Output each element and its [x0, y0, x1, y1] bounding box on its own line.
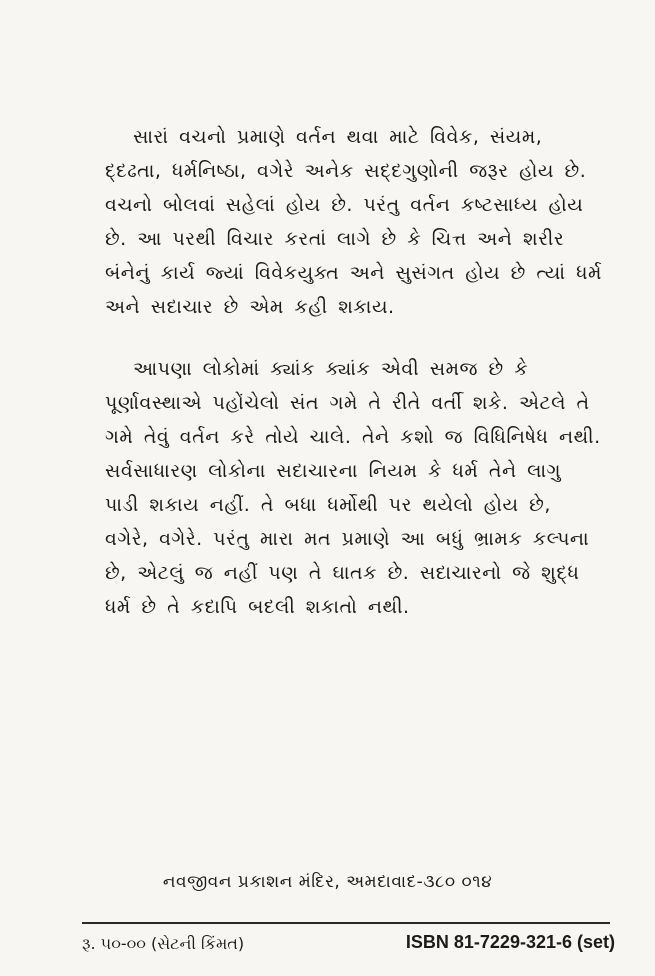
text-line: બંનેનું કાર્ય જ્યાં વિવેકયુક્ત અને સુસંગત હોય છે ત્યાં ધર્મ [105, 262, 602, 284]
isbn-label: ISBN 81-7229-321-6 (set) [405, 932, 615, 952]
text-line: સર્વસાધારણ લોકોના સદાચારના નિયમ કે ધર્મ તેને લાગુ [105, 460, 562, 482]
paragraph-2 [105, 352, 601, 624]
text-line: પાડી શકાય નહીં. તે બધા ધર્મોથી પર થયેલો હોય છે, [105, 494, 551, 516]
text-line: વચનો બોલવાં સહેલાં હોય છે. પરંતુ વર્તન કષ્ટસાધ્ય હોય [105, 194, 584, 216]
text-line: ગમે તેવું વર્તન કરે તોયે ચાલે. તેને કશો જ વિધિનિષેધ નથી. [105, 426, 601, 448]
text-line: સારાં વચનો પ્રમાણે વર્તન થવા માટે વિવેક, સંયમ, [133, 126, 543, 148]
text-line: ધર્મ છે તે કદાપિ બદલી શકાતો નથી. [105, 596, 410, 618]
paragraph-1 [105, 120, 602, 324]
text-line: દ્દઢતા, ધર્મનિષ્ઠા, વગેરે અનેક સદ્દગુણોની જરૂર હોય છે. [105, 160, 587, 182]
publisher-imprint: નવજીવન પ્રકાશન મંદિર, અમદાવાદ-૩૮૦ ૦૧૪ [162, 872, 493, 892]
text-line: આપણા લોકોમાં ક્યાંક ક્યાંક એવી સમજ છે કે [133, 358, 529, 380]
text-line: છે. આ પરથી વિચાર કરતાં લાગે છે કે ચિત્ત અને શરીર [105, 228, 565, 250]
text-line: પૂર્ણાવસ્થાએ પહોંચેલો સંત ગમે તે રીતે વર્તી શકે. એટલે તે [105, 392, 590, 414]
text-line: અને સદાચાર છે એમ કહી શકાય. [105, 296, 395, 318]
price-label: રૂ. ૫૦-૦૦ (સેટની કિંમત) [82, 934, 245, 953]
footer-divider [82, 922, 610, 924]
text-line: છે, એટલું જ નહીં પણ તે ઘાતક છે. સદાચારનો જે શુદ્ધ [105, 562, 580, 584]
text-line: વગેરે, વગેરે. પરંતુ મારા મત પ્રમાણે આ બધું ભ્રામક કલ્પના [105, 528, 590, 550]
